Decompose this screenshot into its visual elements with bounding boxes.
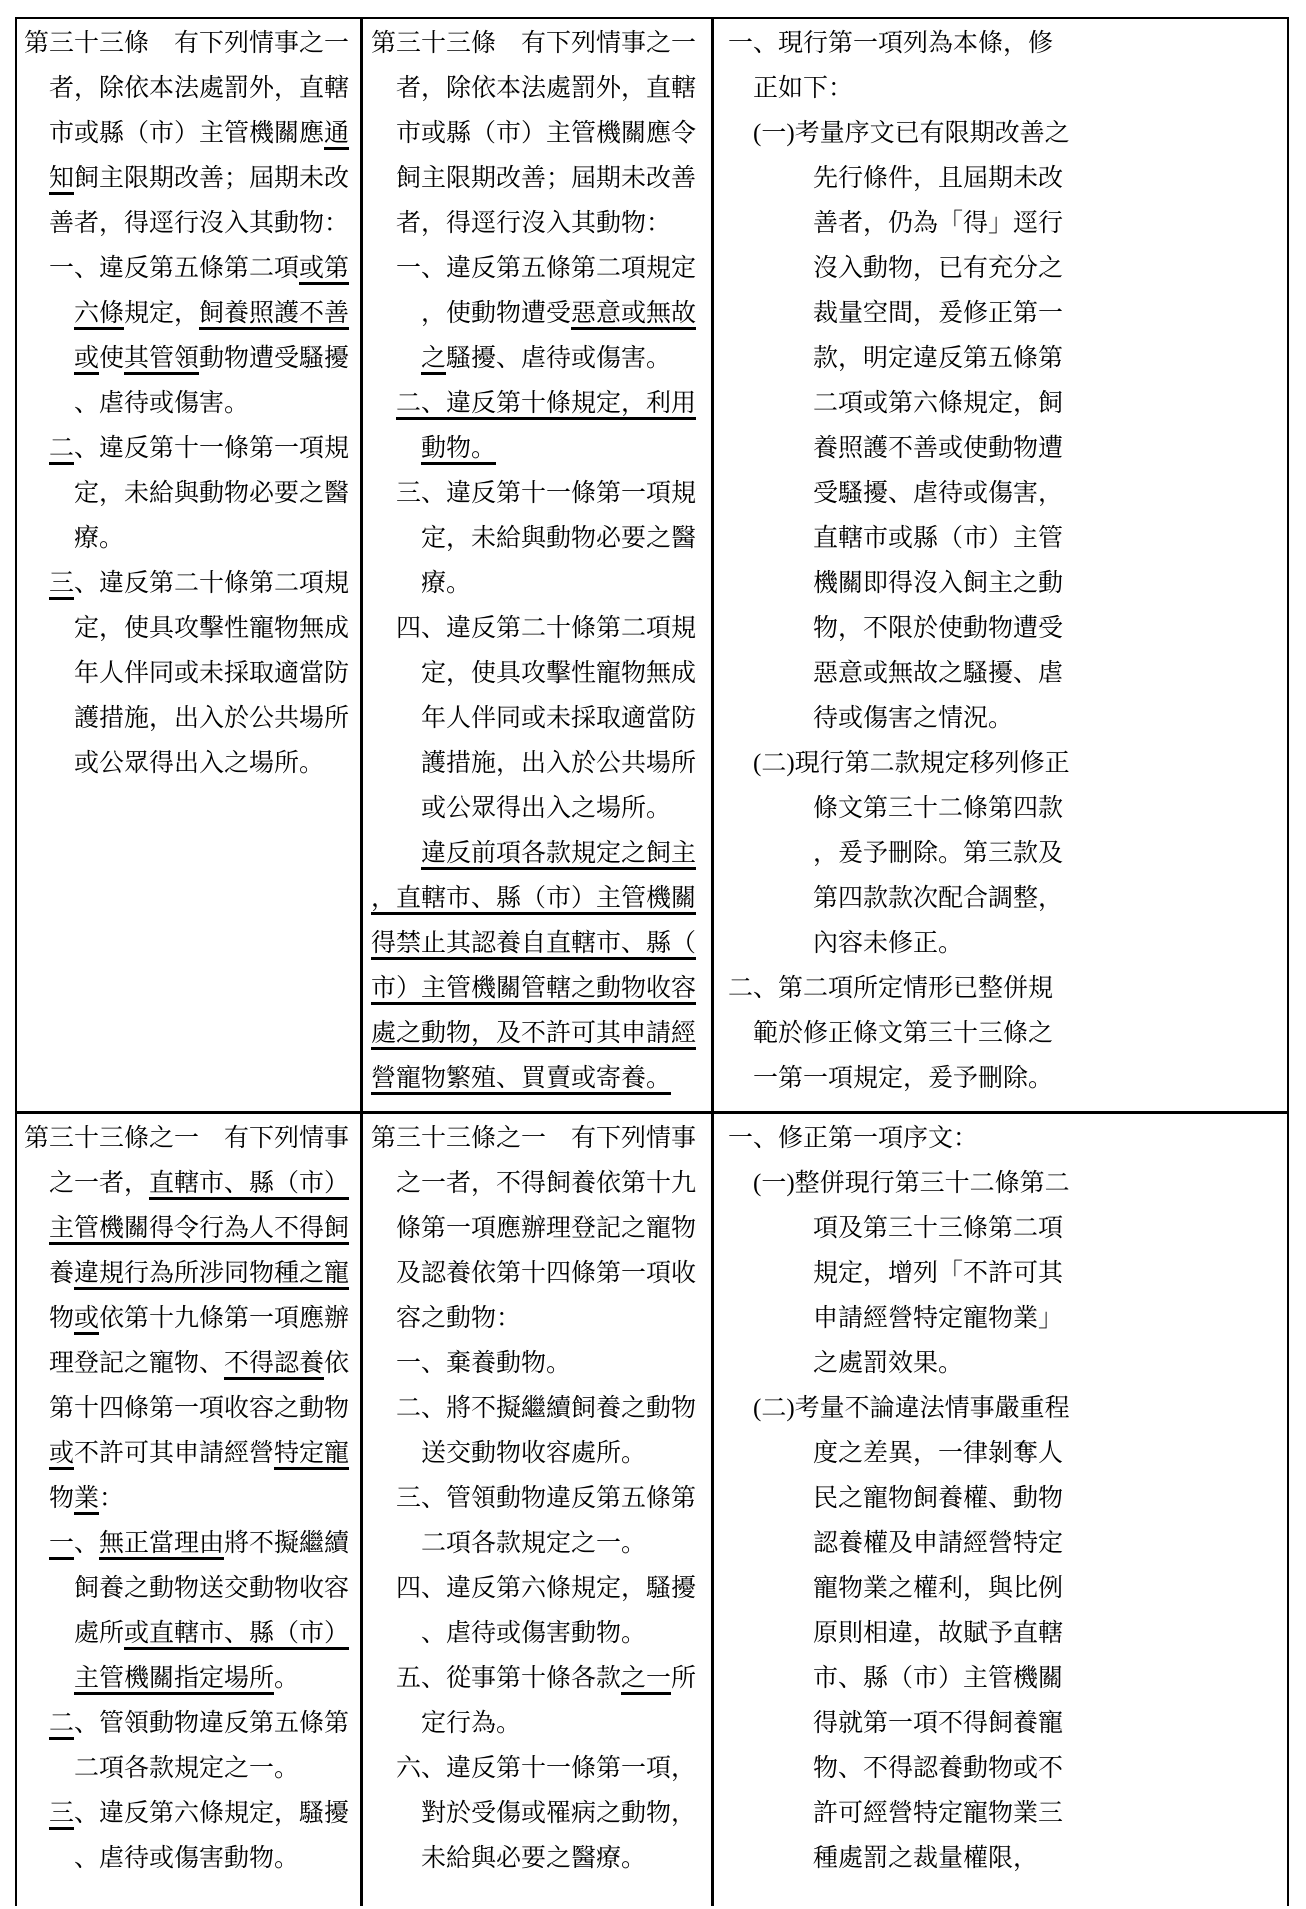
text-segment: 一、現行第一項列為本條，修正如下： (728, 30, 1054, 102)
paragraph (371, 471, 711, 606)
underlined-text: 違反前項各款規定之飼主，直轄市、縣（市）主管機關得禁止其認養自直轄市、縣（市）主管機關管轄之動物收容處之動物，及不許可其申請經營寵物繁殖、買賣或寄養。 (371, 840, 696, 1095)
text-segment: 第三十三條之一 有下列情事之一者， (24, 1125, 350, 1197)
underlined-text: 直轄市、縣（市）主管機關得令行為人不得飼 (49, 1170, 349, 1245)
text-segment: 將不擬繼續飼養之動物送交動物收容處所 (74, 1530, 350, 1647)
cell-text (728, 21, 1073, 1101)
table-row-article-33 (17, 19, 1287, 1111)
text-segment: (二)考量不論違法情事嚴重程度之差異，一律剝奪人民之寵物飼養權、動物認養權及申請經營特定寵物業之權利，與比例原則相違，故賦予直轄市、縣（市）主管機關得就第一項不得飼養寵物、不得認養動物或不許可經營特定寵物業三種處罰之裁量權限， (753, 1395, 1070, 1872)
text-segment: 、違反第六條規定，騷擾、虐待或傷害動物。 (74, 1800, 350, 1872)
text-segment: 物 (49, 1305, 75, 1332)
paragraph (371, 1566, 711, 1656)
underlined-text: 業 (74, 1485, 99, 1515)
underlined-text: 或 (74, 1305, 99, 1335)
cell-text (24, 1116, 360, 1881)
paragraph (728, 741, 1073, 966)
text-segment: 三、管領動物違反第五條第二項各款規定之一。 (396, 1485, 697, 1557)
text-segment: 一、違反第五條第二項 (49, 255, 300, 282)
text-segment: 、違反第十一條第一項規定，未給與動物必要之醫療。 (74, 435, 350, 552)
underlined-text: 或 (49, 1440, 74, 1470)
cell-text (371, 21, 711, 1101)
underlined-text: 二 (49, 435, 74, 465)
underlined-text: 或直轄市、縣（市）主管機關指定場所 (74, 1620, 349, 1695)
paragraph (24, 246, 360, 426)
paragraph (728, 111, 1073, 741)
text-segment: 飼主限期改善；屆期未改善者，得逕行沒入其動物： (49, 165, 350, 237)
paragraph (24, 1701, 360, 1791)
paragraph (24, 1791, 360, 1881)
paragraph (728, 21, 1073, 111)
paragraph (24, 21, 360, 246)
text-segment: (一)整併現行第三十二條第二項及第三十三條第二項規定，增列「不許可其申請經營特定寵物業」之處罰效果。 (753, 1170, 1070, 1377)
text-segment: 二、將不擬繼續飼養之動物送交動物收容處所。 (396, 1395, 697, 1467)
text-segment: 、管領動物違反第五條第二項各款規定之一。 (74, 1710, 350, 1782)
paragraph (371, 1386, 711, 1476)
paragraph (371, 831, 711, 1101)
text-segment: 動物遭受騷擾、虐待或傷害。 (74, 345, 350, 417)
paragraph (728, 1386, 1073, 1881)
paragraph (371, 1746, 711, 1881)
paragraph (371, 606, 711, 831)
underlined-text: 其管領 (124, 345, 199, 375)
paragraph (728, 1116, 1073, 1161)
text-segment: 四、違反第六條規定，騷擾、虐待或傷害動物。 (396, 1575, 697, 1647)
underlined-text: 三 (49, 1800, 74, 1830)
cell-text (371, 1116, 711, 1881)
text-segment: 。 (274, 1665, 300, 1692)
paragraph (371, 246, 711, 381)
cell-amended-article-33-1 (17, 1114, 360, 1906)
text-segment: 五、從事第十條各款 (396, 1665, 622, 1692)
cell-explanation-article-33 (714, 19, 1287, 1111)
table-row-article-33-1 (17, 1111, 1287, 1906)
cell-text (24, 21, 360, 786)
text-segment: 依第十四條第一項收容之動物 (49, 1350, 350, 1422)
paragraph (371, 1116, 711, 1341)
cell-text (728, 1116, 1073, 1881)
paragraph (24, 1521, 360, 1701)
text-segment: 依第十九條第一項應辦理登記之寵物、 (49, 1305, 350, 1377)
text-segment: 所定行為。 (421, 1665, 697, 1737)
paragraph (371, 1341, 711, 1386)
text-segment: 養 (49, 1260, 75, 1287)
paragraph (24, 561, 360, 786)
text-segment: ： (99, 1485, 125, 1512)
underlined-text: 惡意或無故之 (421, 300, 696, 375)
underlined-text: 或第六條 (74, 255, 349, 330)
paragraph (24, 426, 360, 561)
underlined-text: 飼養照護不善或 (74, 300, 349, 375)
cell-amended-article-33 (17, 19, 360, 1111)
underlined-text: 二 (49, 1710, 74, 1740)
paragraph (24, 1116, 360, 1521)
text-segment: 第三十三條之一 有下列情事之一者，不得飼養依第十九條第一項應辦理登記之寵物及認養依第十四條第一項收容之動物： (371, 1125, 697, 1332)
underlined-text: 違規行為所涉同物種之寵 (74, 1260, 349, 1290)
paragraph (728, 966, 1073, 1101)
text-segment: (一)考量序文已有限期改善之先行條件，且屆期未改善者，仍為「得」逕行沒入動物，已有充分之裁量空間，爰修正第一款，明定違反第五條第二項或第六條規定，飼養照護不善或使動物遭受騷擾、虐待或傷害，直轄市或縣（市）主管機關即得沒入飼主之動物，不限於使動物遭受惡意或無故之騷擾、虐待或傷害之情況。 (753, 120, 1070, 732)
text-segment: 使 (99, 345, 125, 372)
underlined-text: 三 (49, 570, 74, 600)
text-segment: 四、違反第二十條第二項規定，使具攻擊性寵物無成年人伴同或未採取適當防護措施，出入於公共場所或公眾得出入之場所。 (396, 615, 697, 822)
cell-current-article-33 (360, 19, 714, 1111)
text-segment: 第三十三條 有下列情事之一者，除依本法處罰外，直轄市或縣（市）主管機關應令飼主限期改善；屆期未改善者，得逕行沒入其動物： (371, 30, 697, 237)
text-segment: 、 (74, 1530, 100, 1557)
text-segment: (二)現行第二款規定移列修正條文第三十二條第四款，爰予刪除。第三款及第四款款次配合調整，內容未修正。 (753, 750, 1070, 957)
text-segment: 一、違反第五條第二項規定，使動物遭受 (396, 255, 697, 327)
cell-current-article-33-1 (360, 1114, 714, 1906)
paragraph (371, 1476, 711, 1566)
underlined-text: 無正當理由 (99, 1530, 224, 1560)
text-segment: 六、違反第十一條第一項，對於受傷或罹病之動物，未給與必要之醫療。 (396, 1755, 697, 1872)
law-comparison-table (15, 17, 1289, 1906)
underlined-text: 特定寵 (274, 1440, 349, 1470)
text-segment: 一、修正第一項序文： (728, 1125, 979, 1152)
paragraph (371, 381, 711, 471)
underlined-text: 一 (49, 1530, 74, 1560)
underlined-text: 之一 (621, 1665, 671, 1695)
text-segment: 物 (49, 1485, 75, 1512)
text-segment: 二、第二項所定情形已整併規範於修正條文第三十三條之一第一項規定，爰予刪除。 (728, 975, 1054, 1092)
text-segment: 規定， (124, 300, 200, 327)
paragraph (371, 1656, 711, 1746)
cell-explanation-article-33-1 (714, 1114, 1287, 1906)
text-segment: 一、棄養動物。 (396, 1350, 572, 1377)
underlined-text: 二、違反第十條規定，利用動物。 (396, 390, 696, 465)
text-segment: 不許可其申請經營 (74, 1440, 275, 1467)
text-segment: 、違反第二十條第二項規定，使具攻擊性寵物無成年人伴同或未採取適當防護措施，出入於公共場所或公眾得出入之場所。 (74, 570, 350, 777)
text-segment: 第三十三條 有下列情事之一者，除依本法處罰外，直轄市或縣（市）主管機關應 (24, 30, 350, 147)
underlined-text: 通知 (49, 120, 349, 195)
paragraph (728, 1161, 1073, 1386)
paragraph (371, 21, 711, 246)
text-segment: 三、違反第十一條第一項規定，未給與動物必要之醫療。 (396, 480, 697, 597)
text-segment: 騷擾、虐待或傷害。 (446, 345, 672, 372)
underlined-text: 不得認養 (224, 1350, 324, 1380)
